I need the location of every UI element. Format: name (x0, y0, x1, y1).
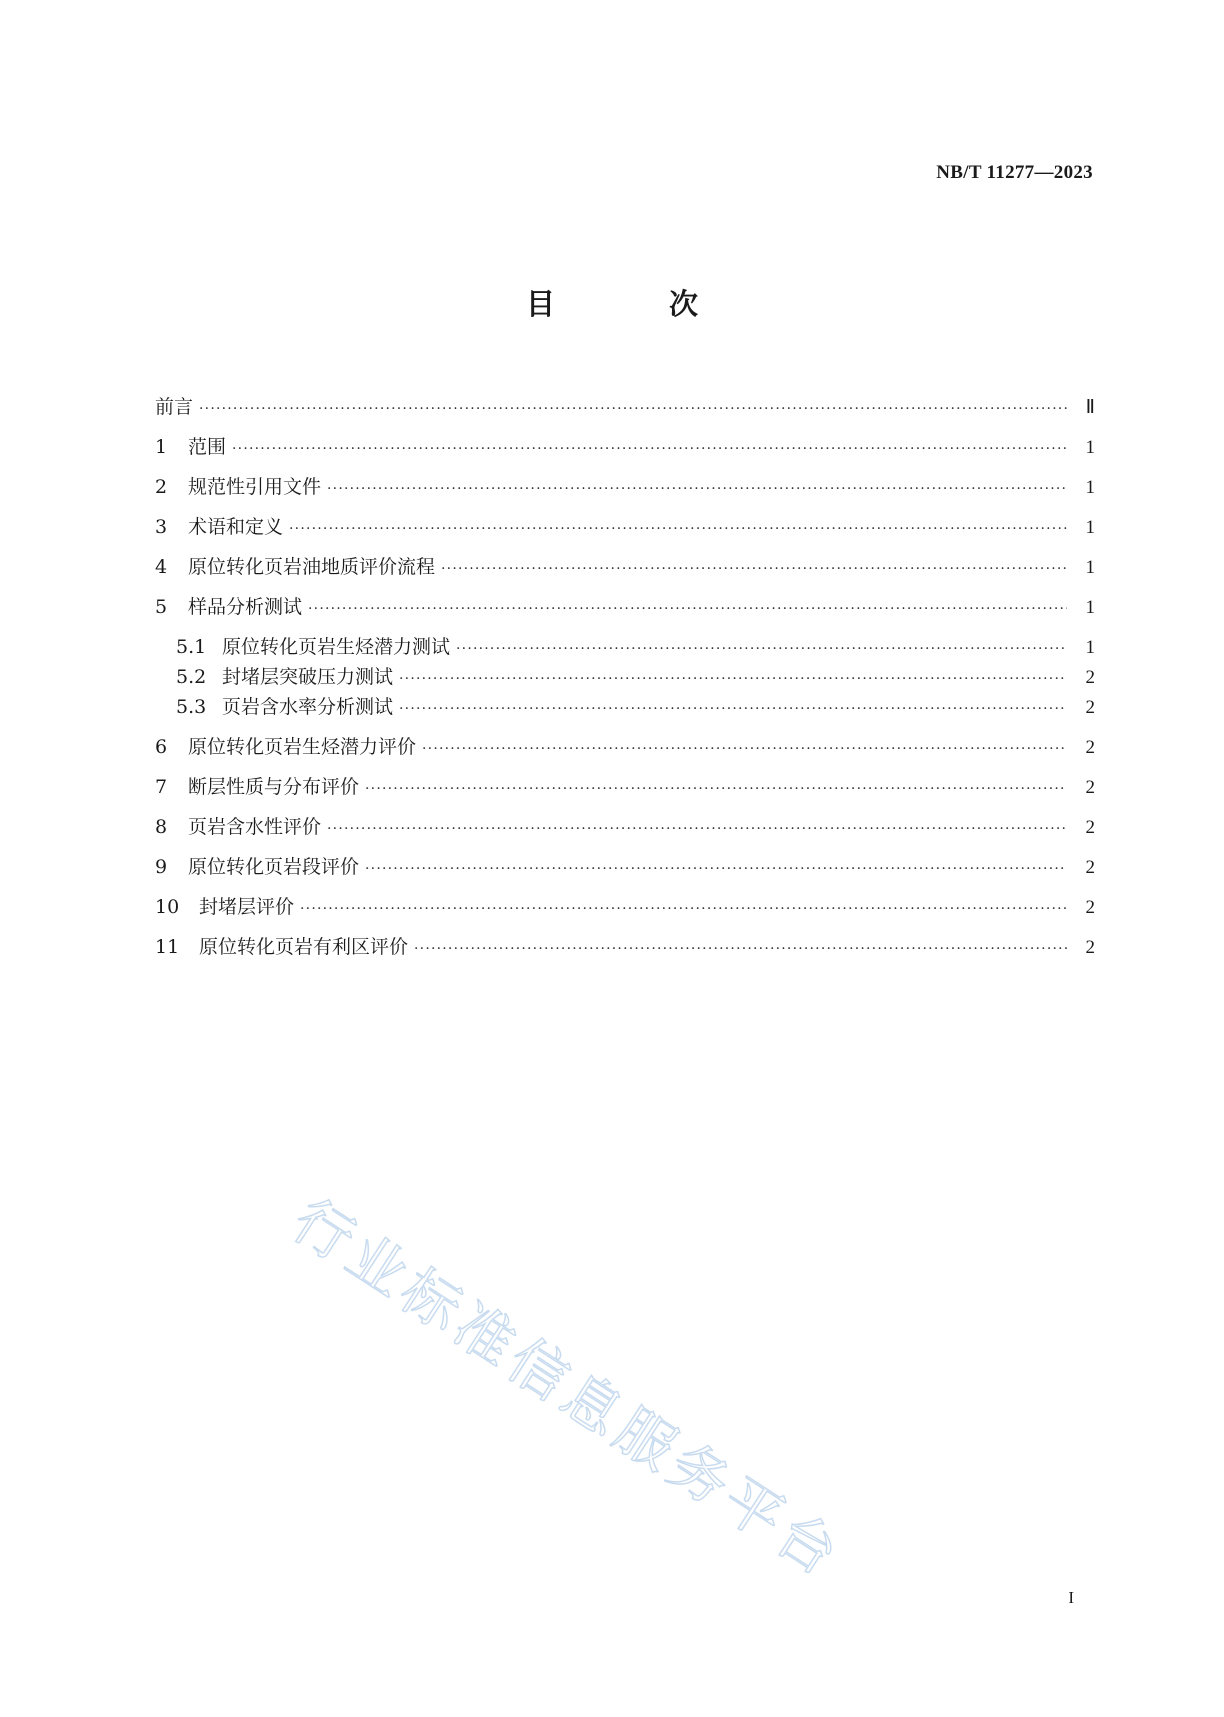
toc-leader-dots (365, 854, 1067, 884)
toc-entry-page: 2 (1085, 777, 1095, 798)
toc-entry-5[interactable] (155, 592, 1095, 622)
toc-leader-dots (199, 394, 1067, 424)
toc-leader-dots (414, 934, 1067, 964)
toc-entry-title: 术语和定义 (188, 516, 284, 538)
toc-entry-page: 2 (1085, 897, 1095, 918)
toc-entry-number: 7 (155, 776, 168, 798)
toc-entry-foreword[interactable] (155, 392, 1095, 422)
toc-entry-5-3[interactable] (155, 692, 1095, 722)
toc-entry-title: 范围 (188, 436, 227, 458)
toc-entry-title: 原位转化页岩有利区评价 (199, 936, 409, 958)
toc-leader-dots (365, 774, 1067, 804)
toc-entry-title: 前言 (155, 396, 194, 418)
toc-entry-number: 6 (155, 736, 168, 758)
toc-entry-page: Ⅱ (1085, 397, 1095, 418)
toc-leader-dots (456, 634, 1067, 664)
page-title: 目 次 (525, 287, 751, 321)
toc-entry-number: 1 (155, 436, 168, 458)
toc-entry-title: 原位转化页岩生烃潜力评价 (188, 736, 417, 758)
toc-entry-8[interactable] (155, 812, 1095, 842)
toc-entry-number: 2 (155, 476, 168, 498)
toc-leader-dots (441, 554, 1067, 584)
toc-entry-page: 1 (1085, 557, 1095, 578)
toc-entry-2[interactable] (155, 472, 1095, 502)
toc-entry-title: 原位转化页岩生烃潜力测试 (222, 636, 451, 658)
toc-entry-page: 1 (1085, 637, 1095, 658)
standard-code: NB/T 11277—2023 (936, 162, 1093, 183)
toc-entry-page: 1 (1085, 437, 1095, 458)
toc-entry-6[interactable] (155, 732, 1095, 762)
toc-entry-number: 3 (155, 516, 168, 538)
toc-entry-number: 5.1 (176, 636, 207, 658)
toc-entry-1[interactable] (155, 432, 1095, 462)
toc-entry-number: 11 (155, 936, 180, 958)
toc-entry-page: 2 (1085, 857, 1095, 878)
toc-entry-page: 2 (1085, 817, 1095, 838)
toc-entry-10[interactable] (155, 892, 1095, 922)
toc-leader-dots (232, 434, 1067, 464)
toc-entry-number: 10 (155, 896, 180, 918)
toc-entry-number: 4 (155, 556, 168, 578)
toc-leader-dots (422, 734, 1067, 764)
watermark: 行业标准信息服务平台 (280, 1185, 855, 1592)
toc-leader-dots (327, 814, 1067, 844)
toc-entry-title: 页岩含水性评价 (188, 816, 322, 838)
toc-entry-5-1[interactable] (155, 632, 1095, 662)
toc-entry-5-2[interactable] (155, 662, 1095, 692)
toc-entry-title: 样品分析测试 (188, 596, 303, 618)
toc-leader-dots (399, 694, 1067, 724)
toc-entry-number: 5.2 (176, 666, 207, 688)
toc-entry-page: 2 (1085, 937, 1095, 958)
toc-entry-title: 封堵层突破压力测试 (222, 666, 394, 688)
toc-entry-9[interactable] (155, 852, 1095, 882)
toc-leader-dots (399, 664, 1067, 694)
toc-entry-title: 规范性引用文件 (188, 476, 322, 498)
toc-entry-page: 2 (1085, 737, 1095, 758)
toc-entry-7[interactable] (155, 772, 1095, 802)
toc-entry-page: 1 (1085, 477, 1095, 498)
toc-entry-title: 原位转化页岩段评价 (188, 856, 360, 878)
toc-entry-page: 2 (1085, 697, 1095, 718)
toc-entry-title: 断层性质与分布评价 (188, 776, 360, 798)
toc-entry-page: 2 (1085, 667, 1095, 688)
toc-leader-dots (289, 514, 1067, 544)
toc-entry-number: 5 (155, 596, 168, 618)
toc-leader-dots (327, 474, 1067, 504)
toc-entry-number: 8 (155, 816, 168, 838)
toc-leader-dots (308, 594, 1067, 624)
toc-entry-3[interactable] (155, 512, 1095, 542)
toc-entry-number: 5.3 (176, 696, 207, 718)
toc-entry-11[interactable] (155, 932, 1095, 962)
toc-entry-title: 封堵层评价 (199, 896, 295, 918)
page-number: I (1068, 1588, 1074, 1607)
toc-entry-4[interactable] (155, 552, 1095, 582)
toc-entry-title: 页岩含水率分析测试 (222, 696, 394, 718)
toc-entry-number: 9 (155, 856, 168, 878)
toc-leader-dots (300, 894, 1067, 924)
toc-entry-title: 原位转化页岩油地质评价流程 (188, 556, 436, 578)
toc-entry-page: 1 (1085, 597, 1095, 618)
toc-entry-page: 1 (1085, 517, 1095, 538)
